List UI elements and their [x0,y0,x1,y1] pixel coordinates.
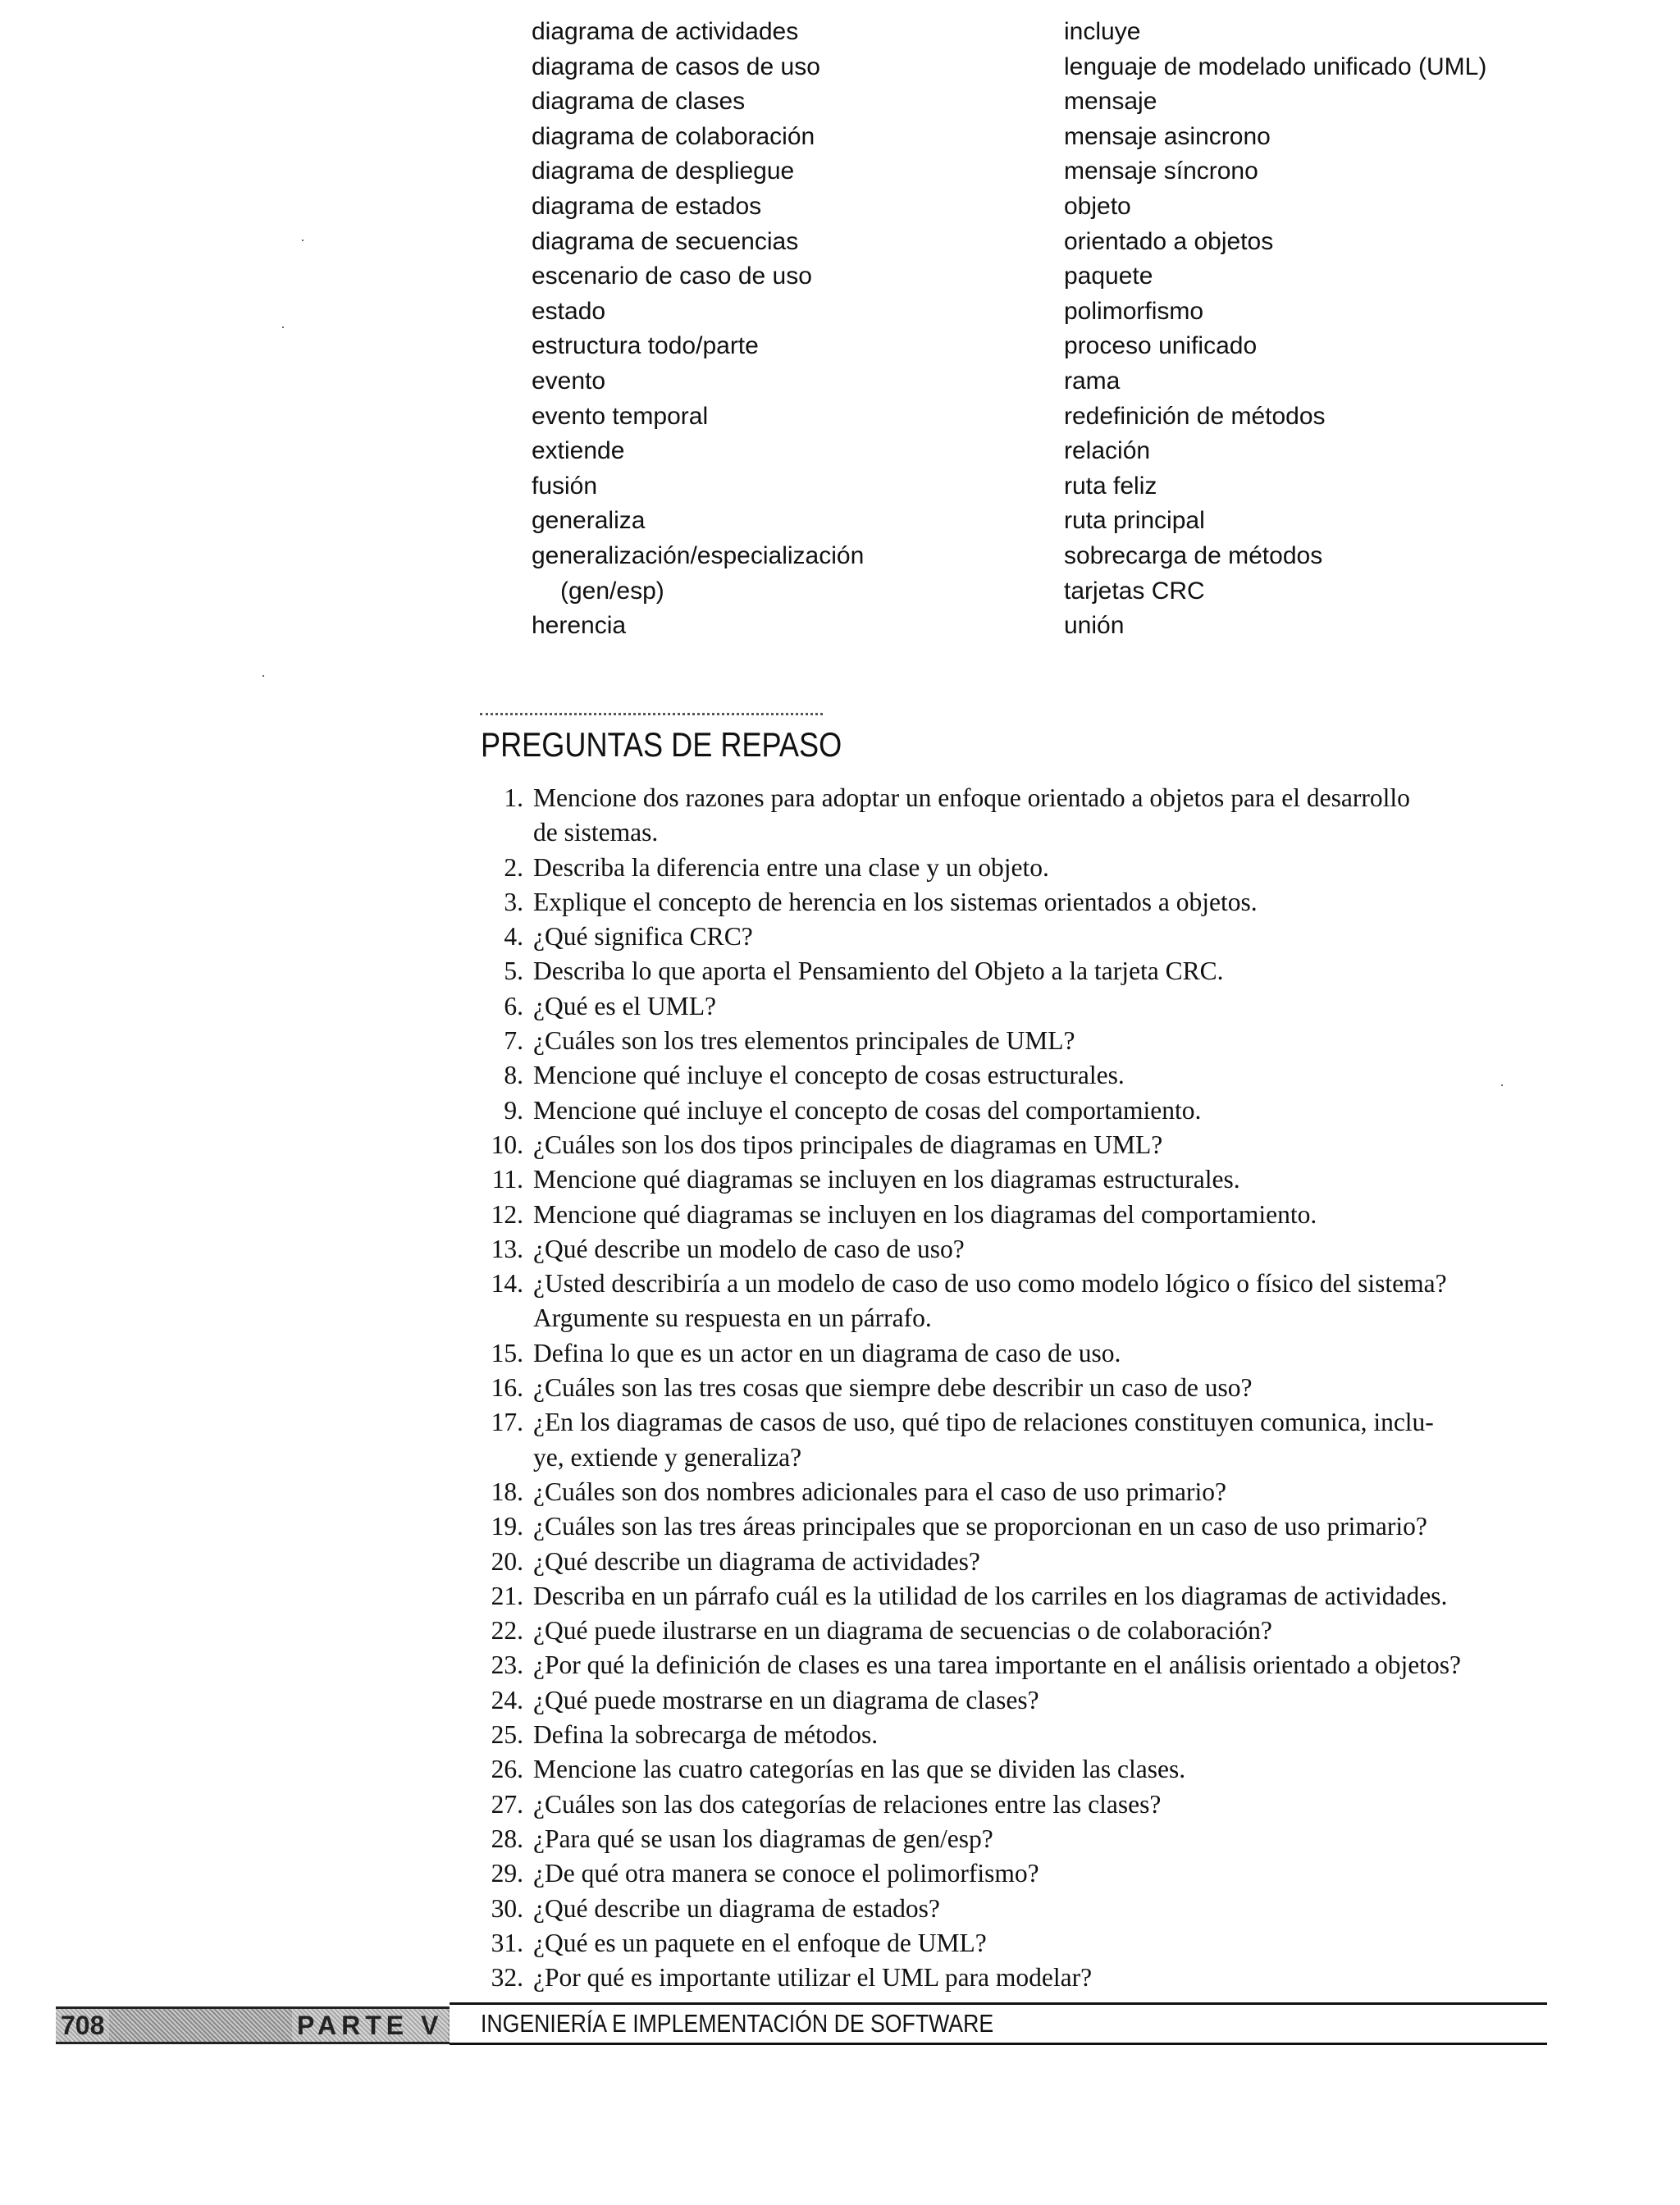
question-item [481,1336,1547,1371]
question-item [481,1648,1547,1682]
question-item [481,1892,1547,1926]
question-text-line: ¿Cuáles son las tres áreas principales que se proporcionan en un caso de uso primario? [533,1512,1427,1541]
question-text-line: Defina lo que es un actor en un diagrama de caso de uso. [533,1338,1121,1367]
question-number: 6. [504,991,523,1020]
question-number: 16. [491,1373,523,1403]
question-text-line: ¿Qué describe un modelo de caso de uso? [533,1234,965,1263]
question-item [481,989,1547,1024]
term-item: mensaje [1064,88,1157,116]
question-item [481,1545,1547,1579]
term-item: incluye [1064,18,1141,45]
question-text-line: ¿En los diagramas de casos de uso, qué tipo de relaciones constituyen comunica, inclu- [533,1408,1434,1437]
scan-speck [1501,1084,1503,1086]
question-item [481,1614,1547,1648]
term-item: mensaje síncrono [1064,158,1258,185]
question-text-line: ¿Cuáles son los dos tipos principales de diagramas en UML? [533,1130,1163,1159]
term-item: mensaje asincrono [1064,122,1271,150]
question-item [481,885,1547,920]
question-number: 30. [491,1893,523,1923]
term-item: herencia [532,612,627,640]
question-text-line: ¿Cuáles son las dos categorías de relaciones entre las clases? [533,1789,1162,1819]
section-heading: PREGUNTAS DE REPASO [481,725,842,764]
question-item [481,1856,1547,1891]
term-item: diagrama de colaboración [532,122,815,150]
question-text-line: ¿Cuáles son las tres cosas que siempre debe describir un caso de uso? [533,1373,1253,1403]
question-text-line: ¿Qué puede ilustrarse en un diagrama de secuencias o de colaboración? [533,1616,1272,1646]
question-item [481,1718,1547,1752]
question-number: 3. [504,887,523,916]
terms-list-right [1064,15,1486,644]
question-text-line: Describa la diferencia entre una clase y un objeto. [533,852,1049,882]
question-item [481,1961,1547,1995]
question-item [481,851,1547,885]
term-item: generaliza [532,507,646,535]
term-item: unión [1064,612,1125,640]
question-number: 7. [504,1026,523,1056]
term-item: proceso unificado [1064,332,1258,360]
question-text-line: ¿De qué otra manera se conoce el polimorfismo? [533,1859,1039,1888]
term-item: diagrama de actividades [532,18,799,45]
term-item: relación [1064,437,1151,465]
term-item: estado [532,297,606,325]
question-text-line: ¿Qué describe un diagrama de estados? [533,1893,940,1923]
question-text-line: ¿Por qué es importante utilizar el UML para modelar? [533,1963,1093,1993]
question-number: 1. [504,783,523,812]
question-number: 4. [504,922,523,952]
question-text-line: Explique el concepto de herencia en los sistemas orientados a objetos. [533,887,1258,916]
question-number: 12. [491,1199,523,1229]
term-item: diagrama de casos de uso [532,52,820,80]
question-text-line: Mencione qué diagramas se incluyen en los diagramas estructurales. [533,1165,1240,1194]
question-number: 17. [491,1408,523,1437]
question-item [481,1371,1547,1405]
question-item [481,1787,1547,1822]
term-item: (gen/esp) [560,577,664,605]
term-item: sobrecarga de métodos [1064,541,1323,569]
term-item: diagrama de clases [532,88,746,116]
question-text-line: ¿Qué puede mostrarse en un diagrama de clases? [533,1685,1039,1714]
question-number: 18. [491,1477,523,1506]
question-number: 20. [491,1546,523,1576]
question-number: 5. [504,956,523,986]
question-item [481,1405,1547,1475]
question-text-line: Describa en un párrafo cuál es la utilidad de los carriles en los diagramas de actividades. [533,1581,1448,1610]
footer-top-rule [450,2002,1547,2005]
question-text-line: Mencione las cuatro categorías en las que se dividen las clases. [533,1755,1186,1784]
footer-banner [56,2006,450,2044]
question-number: 22. [491,1616,523,1646]
term-item: evento temporal [532,402,709,430]
term-item: lenguaje de modelado unificado (UML) [1064,52,1487,80]
question-item [481,954,1547,988]
question-text-line: Argumente su respuesta en un párrafo. [533,1303,932,1333]
question-text-line: Mencione qué diagramas se incluyen en los diagramas del comportamiento. [533,1199,1317,1229]
term-item: ruta principal [1064,507,1205,535]
review-questions-list [481,781,1547,1995]
question-text-line: ¿Para qué se usan los diagramas de gen/esp? [533,1824,993,1853]
question-number: 19. [491,1512,523,1541]
question-item [481,1267,1547,1336]
term-item: rama [1064,367,1121,395]
question-number: 21. [491,1581,523,1610]
question-text-line: ¿Qué es el UML? [533,991,717,1020]
question-text-line: Mencione qué incluye el concepto de cosas del comportamiento. [533,1095,1202,1125]
question-number: 11. [491,1165,523,1194]
part-label: PARTE V [292,2009,448,2042]
question-item [481,1579,1547,1614]
question-number: 2. [504,852,523,882]
question-number: 14. [491,1269,523,1299]
question-item [481,1683,1547,1718]
question-number: 24. [491,1685,523,1714]
question-item [481,1198,1547,1232]
term-item: escenario de caso de uso [532,262,812,290]
section-divider [480,713,823,715]
question-text-line: ¿Qué describe un diagrama de actividades? [533,1546,980,1576]
scan-speck [302,240,304,241]
question-item [481,920,1547,954]
question-item [481,1024,1547,1058]
terms-list-left [532,15,864,644]
question-item [481,781,1547,851]
question-number: 29. [491,1859,523,1888]
question-number: 9. [504,1095,523,1125]
term-item: diagrama de despliegue [532,158,795,185]
term-item: redefinición de métodos [1064,402,1326,430]
question-item [481,1509,1547,1544]
question-item [481,1093,1547,1128]
question-number: 23. [491,1650,523,1680]
question-item [481,1058,1547,1093]
question-number: 26. [491,1755,523,1784]
scan-speck [262,675,264,677]
question-text-line: Mencione dos razones para adoptar un enfoque orientado a objetos para el desarrollo [533,783,1410,812]
question-item [481,1232,1547,1267]
term-item: objeto [1064,192,1131,220]
term-item: diagrama de estados [532,192,762,220]
question-number: 25. [491,1720,523,1750]
term-item: generalización/especialización [532,541,865,569]
question-item [481,1822,1547,1856]
question-item [481,1475,1547,1509]
question-text-line: ¿Qué significa CRC? [533,922,753,952]
term-item: evento [532,367,606,395]
question-number: 15. [491,1338,523,1367]
term-item: polimorfismo [1064,297,1204,325]
question-number: 32. [491,1963,523,1993]
question-item [481,1752,1547,1787]
footer-title: INGENIERÍA E IMPLEMENTACIÓN DE SOFTWARE [481,2009,994,2038]
question-text-line: Mencione qué incluye el concepto de cosas estructurales. [533,1061,1125,1090]
term-item: fusión [532,472,598,500]
term-item: diagrama de secuencias [532,227,799,255]
question-text-line: Defina la sobrecarga de métodos. [533,1720,879,1750]
term-item: orientado a objetos [1064,227,1274,255]
question-number: 27. [491,1789,523,1819]
question-text-line: ¿Cuáles son los tres elementos principales de UML? [533,1026,1075,1056]
term-item: ruta feliz [1064,472,1157,500]
question-text-line: ¿Usted describiría a un modelo de caso de uso como modelo lógico o físico del sistema? [533,1269,1447,1299]
footer-bottom-rule [450,2043,1547,2045]
question-number: 13. [491,1234,523,1263]
question-text-line: ¿Qué es un paquete en el enfoque de UML? [533,1928,987,1957]
page-number: 708 [56,2009,109,2042]
question-number: 28. [491,1824,523,1853]
question-number: 31. [491,1928,523,1957]
question-text-line: ¿Cuáles son dos nombres adicionales para el caso de uso primario? [533,1477,1226,1506]
question-number: 8. [504,1061,523,1090]
question-text-line: de sistemas. [533,818,659,847]
term-item: tarjetas CRC [1064,577,1205,605]
question-number: 10. [491,1130,523,1159]
question-text-line: ¿Por qué la definición de clases es una tarea importante en el análisis orientado a objetos? [533,1650,1461,1680]
term-item: estructura todo/parte [532,332,759,360]
question-item [481,1926,1547,1961]
question-text-line: ye, extiende y generaliza? [533,1442,802,1472]
question-item [481,1128,1547,1162]
question-item [481,1162,1547,1197]
question-text-line: Describa lo que aporta el Pensamiento del Objeto a la tarjeta CRC. [533,956,1224,986]
term-item: extiende [532,437,625,465]
term-item: paquete [1064,262,1153,290]
scan-speck [282,326,284,328]
